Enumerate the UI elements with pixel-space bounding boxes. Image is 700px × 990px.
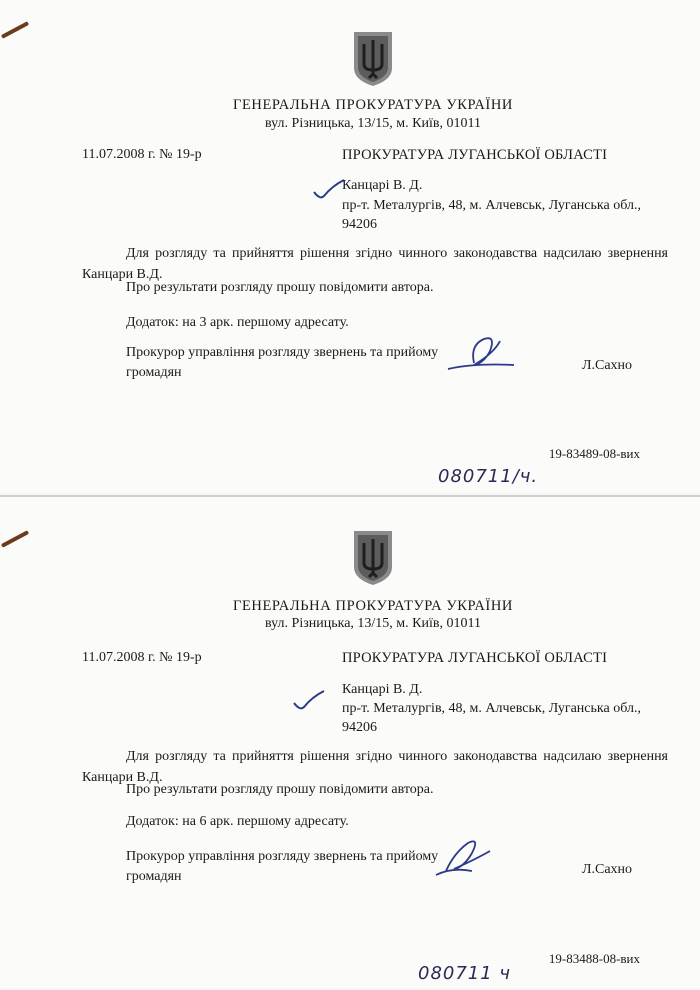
recipient-name: Канцарі В. Д. xyxy=(342,682,423,697)
signature-icon xyxy=(432,837,512,877)
recipient-address: пр-т. Металургів, 48, м. Алчевськ, Луганська обл., 94206 xyxy=(342,701,641,735)
date-number: 11.07.2008 г. № 19-р xyxy=(82,147,202,162)
letter-2 xyxy=(0,495,700,989)
org-title: ГЕНЕРАЛЬНА ПРОКУРАТУРА УКРАЇНИ xyxy=(232,598,514,614)
request-text: Про результати розгляду прошу повідомити автора. xyxy=(126,280,434,295)
request-text: Про результати розгляду прошу повідомити автора. xyxy=(126,782,434,797)
signatory-name: Л.Сахно xyxy=(582,358,633,373)
handwritten-note: 080711 ч xyxy=(418,963,512,984)
registration-number: 19-83488-08-вих xyxy=(548,951,640,966)
recipient-org: ПРОКУРАТУРА ЛУГАНСЬКОЇ ОБЛАСТІ xyxy=(342,650,608,666)
check-mark-icon xyxy=(312,178,346,200)
punch-hole-mark xyxy=(1,530,29,548)
org-title: ГЕНЕРАЛЬНА ПРОКУРАТУРА УКРАЇНИ xyxy=(232,97,514,113)
recipient-name: Канцарі В. Д. xyxy=(342,178,423,193)
registration-number: 19-83489-08-вих xyxy=(548,446,640,461)
punch-hole-mark xyxy=(1,21,29,39)
recipient-org: ПРОКУРАТУРА ЛУГАНСЬКОЇ ОБЛАСТІ xyxy=(342,147,608,163)
trident-emblem-icon xyxy=(352,529,394,587)
org-address: вул. Різницька, 13/15, м. Київ, 01011 xyxy=(265,616,481,631)
letter-1 xyxy=(0,0,700,492)
signatory-title: Прокурор управління розгляду звернень та прийому громадян xyxy=(126,345,439,380)
signature-icon xyxy=(444,333,524,373)
body-text: Для розгляду та прийняття рішення згідно чинного законодавства надсилаю звернення Канцари В.Д. xyxy=(82,749,668,785)
signatory-title: Прокурор управління розгляду звернень та прийому громадян xyxy=(126,849,439,884)
check-mark-icon xyxy=(292,689,326,711)
org-address: вул. Різницька, 13/15, м. Київ, 01011 xyxy=(265,116,481,131)
body-text: Для розгляду та прийняття рішення згідно чинного законодавства надсилаю звернення Канцари В.Д. xyxy=(82,246,668,282)
handwritten-note: 080711/ч. xyxy=(438,466,539,487)
signatory-name: Л.Сахно xyxy=(582,862,633,877)
recipient-address: пр-т. Металургів, 48, м. Алчевськ, Луганська обл., 94206 xyxy=(342,198,641,232)
trident-emblem-icon xyxy=(352,30,394,88)
date-number: 11.07.2008 г. № 19-р xyxy=(82,650,202,665)
attachment-text: Додаток: на 6 арк. першому адресату. xyxy=(126,814,349,829)
attachment-text: Додаток: на 3 арк. першому адресату. xyxy=(126,315,349,330)
